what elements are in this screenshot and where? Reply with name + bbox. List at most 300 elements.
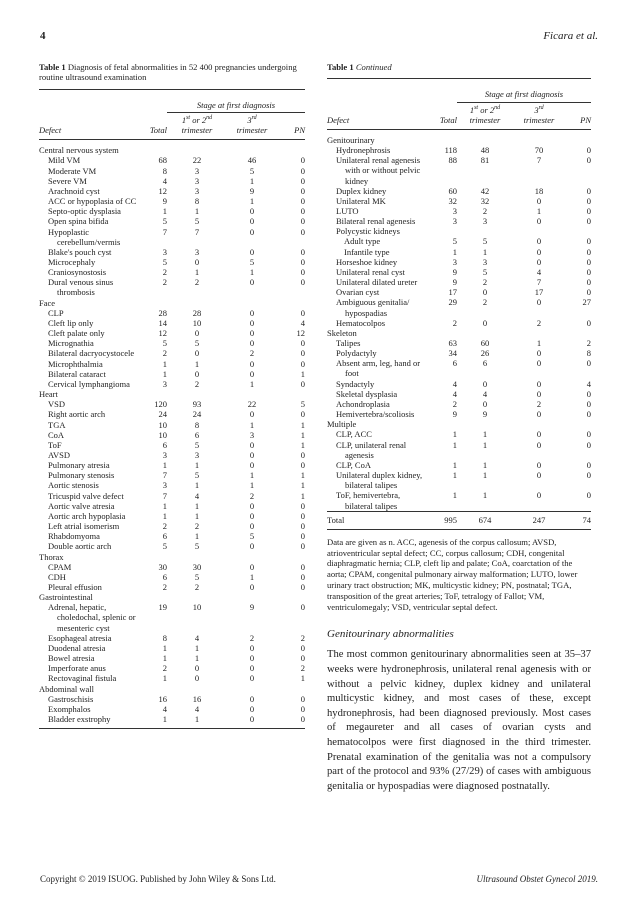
right-column bbox=[327, 62, 591, 794]
first-second-trimester-cell: 0 bbox=[194, 368, 200, 379]
defect-label: Gastroschisis bbox=[48, 693, 94, 704]
pn-cell: 0 bbox=[300, 653, 305, 664]
third-trimester-cell: 1 bbox=[249, 378, 255, 389]
first-second-trimester-cell: 0 bbox=[194, 348, 200, 359]
total-cell: 19 bbox=[158, 602, 167, 613]
table-continued-label: Continued bbox=[355, 62, 392, 72]
first-second-trimester-cell: 674 bbox=[457, 511, 513, 529]
total-cell bbox=[427, 129, 457, 145]
third-trimester-cell: 2 bbox=[536, 398, 542, 409]
defect-label: Pulmonary atresia bbox=[48, 460, 110, 471]
third-trimester-cell: 0 bbox=[249, 673, 255, 684]
pn-cell: 0 bbox=[586, 287, 591, 298]
pn-cell: 0 bbox=[300, 642, 305, 653]
third-trimester-cell: 0 bbox=[249, 703, 255, 714]
total-cell bbox=[139, 684, 167, 694]
first-second-trimester-cell bbox=[167, 140, 227, 156]
third-trimester-cell: 1 bbox=[249, 175, 255, 186]
total-cell bbox=[427, 419, 457, 429]
defect-label: CLP bbox=[48, 307, 64, 318]
total-cell: 2 bbox=[452, 317, 457, 328]
first-second-trimester-cell: 0 bbox=[482, 398, 488, 409]
table-row bbox=[39, 155, 305, 165]
first-second-trimester-cell: 28 bbox=[192, 307, 202, 318]
third-trimester-cell: 0 bbox=[249, 216, 255, 227]
third-trimester-cell: 2 bbox=[249, 632, 255, 643]
table-row bbox=[327, 145, 591, 155]
first-second-trimester-cell: 1 bbox=[482, 439, 488, 450]
third-trimester-cell: 1 bbox=[249, 470, 255, 481]
total-cell: 5 bbox=[162, 257, 167, 267]
third-trimester-cell: 0 bbox=[536, 216, 542, 227]
table-caption-text: Diagnosis of fetal abnormalities in 52 400 pregnancies undergoing routine ultrasound examination bbox=[39, 62, 297, 83]
third-trimester-cell: 0 bbox=[536, 388, 542, 399]
category-row bbox=[327, 328, 591, 338]
third-trimester-cell: 5 bbox=[249, 257, 255, 267]
third-trimester-cell: 0 bbox=[249, 358, 255, 369]
first-second-trimester-cell: 8 bbox=[194, 196, 200, 207]
defect-label: Open spina bifida bbox=[48, 216, 109, 227]
defect-label: Adrenal, hepatic, choledochal, splenic or mesenteric cyst bbox=[48, 602, 136, 633]
pn-cell: 1 bbox=[300, 419, 305, 430]
third-trimester-cell: 0 bbox=[249, 561, 255, 572]
table-row bbox=[39, 450, 305, 460]
first-second-trimester-cell: 2 bbox=[482, 297, 488, 308]
third-trimester-cell: 0 bbox=[536, 256, 542, 267]
third-trimester-cell: 1 bbox=[249, 480, 255, 491]
category-label: Central nervous system bbox=[39, 145, 119, 156]
category-row bbox=[39, 592, 305, 602]
total-cell: 4 bbox=[162, 703, 167, 714]
table-row bbox=[39, 633, 305, 643]
pn-cell: 0 bbox=[586, 490, 591, 501]
defect-label: Duplex kidney bbox=[336, 185, 387, 196]
first-second-trimester-cell: 5 bbox=[194, 216, 200, 227]
first-second-trimester-cell: 5 bbox=[482, 236, 488, 247]
defect-label: CoA bbox=[48, 429, 65, 440]
pn-cell: 0 bbox=[586, 145, 591, 156]
third-trimester-cell bbox=[227, 592, 277, 602]
first-second-trimester-cell: 2 bbox=[194, 378, 200, 389]
defects-table-continued bbox=[327, 78, 591, 529]
third-trimester-cell: 0 bbox=[536, 459, 542, 470]
total-cell: 9 bbox=[452, 277, 457, 288]
table-row bbox=[327, 318, 591, 328]
defect-label: CPAM bbox=[48, 561, 72, 572]
total-cell: 1 bbox=[162, 500, 167, 511]
table-row bbox=[39, 653, 305, 663]
total-cell bbox=[427, 226, 457, 236]
defect-label: Bladder exstrophy bbox=[39, 714, 139, 729]
third-trimester-cell: 17 bbox=[534, 287, 544, 298]
table-row bbox=[327, 267, 591, 277]
column-header-defect: Defect bbox=[327, 102, 427, 129]
first-second-trimester-cell: 9 bbox=[482, 409, 488, 420]
total-cell: 3 bbox=[452, 216, 457, 227]
table-row bbox=[327, 236, 591, 246]
table-row bbox=[327, 379, 591, 389]
table-row bbox=[39, 602, 305, 632]
first-second-trimester-cell: 1 bbox=[194, 642, 200, 653]
table-row bbox=[39, 277, 305, 297]
table-row bbox=[327, 155, 591, 185]
third-trimester-cell: 1 bbox=[249, 267, 255, 278]
defect-label: Microphthalmia bbox=[48, 358, 103, 369]
total-cell: 3 bbox=[452, 256, 457, 267]
first-second-trimester-cell: 4 bbox=[194, 632, 200, 643]
first-second-trimester-cell bbox=[167, 298, 227, 308]
total-cell: 2 bbox=[162, 521, 167, 532]
table-row bbox=[39, 206, 305, 216]
category-label: Thorax bbox=[39, 551, 64, 562]
table-row bbox=[39, 328, 305, 338]
total-cell: 10 bbox=[158, 429, 167, 440]
third-trimester-cell bbox=[227, 140, 277, 156]
first-second-trimester-cell: 32 bbox=[480, 195, 490, 206]
total-cell: 12 bbox=[158, 185, 167, 196]
total-cell: 60 bbox=[448, 185, 457, 196]
defect-label: Bowel atresia bbox=[48, 653, 95, 664]
defect-label: Infantile type bbox=[344, 246, 390, 257]
category-label: Face bbox=[39, 297, 56, 308]
first-second-trimester-cell bbox=[167, 389, 227, 399]
first-second-trimester-cell: 42 bbox=[480, 185, 490, 196]
first-second-trimester-cell bbox=[457, 328, 513, 338]
table-row bbox=[39, 420, 305, 430]
third-trimester-cell: 70 bbox=[534, 145, 544, 156]
table-row bbox=[39, 521, 305, 531]
table-row bbox=[39, 409, 305, 419]
column-header-pn: PN bbox=[565, 102, 591, 129]
total-cell: 1 bbox=[452, 439, 457, 450]
pn-cell bbox=[277, 140, 305, 156]
defect-label: Blake's pouch cyst bbox=[48, 246, 112, 257]
defect-label: ToF bbox=[48, 439, 62, 450]
total-cell: 3 bbox=[162, 246, 167, 257]
total-cell: 5 bbox=[162, 216, 167, 227]
third-trimester-cell: 18 bbox=[534, 185, 544, 196]
defect-label: CDH bbox=[48, 571, 66, 582]
pn-cell: 2 bbox=[300, 632, 305, 643]
total-cell: 14 bbox=[158, 317, 167, 328]
defect-label: Mild VM bbox=[48, 155, 81, 166]
third-trimester-cell: 0 bbox=[536, 246, 542, 257]
category-label: Skeleton bbox=[327, 327, 357, 338]
pn-cell: 8 bbox=[586, 348, 591, 359]
third-trimester-cell bbox=[513, 226, 565, 236]
running-head: Ficara et al. bbox=[543, 30, 598, 42]
pn-cell: 0 bbox=[586, 459, 591, 470]
first-second-trimester-cell: 10 bbox=[192, 317, 202, 328]
total-cell: 120 bbox=[154, 399, 167, 410]
pn-cell: 0 bbox=[586, 277, 591, 288]
third-trimester-cell: 0 bbox=[249, 449, 255, 460]
third-trimester-cell: 0 bbox=[249, 510, 255, 521]
total-cell: 1 bbox=[162, 460, 167, 471]
first-second-trimester-cell: 16 bbox=[192, 693, 202, 704]
pn-cell: 0 bbox=[586, 429, 591, 440]
total-cell: 29 bbox=[448, 297, 457, 308]
pn-cell: 27 bbox=[582, 297, 591, 308]
copyright-footer: Copyright © 2019 ISUOG. Published by John Wiley & Sons Ltd. bbox=[40, 874, 276, 884]
total-cell: 9 bbox=[452, 409, 457, 420]
third-trimester-cell: 0 bbox=[249, 541, 255, 552]
first-second-trimester-cell: 1 bbox=[194, 531, 200, 542]
pn-cell: 0 bbox=[300, 196, 305, 207]
pn-cell: 0 bbox=[586, 256, 591, 267]
third-trimester-cell bbox=[227, 684, 277, 694]
first-second-trimester-cell: 22 bbox=[192, 155, 202, 166]
pn-cell: 0 bbox=[300, 531, 305, 542]
third-trimester-cell: 1 bbox=[249, 196, 255, 207]
page-number: 4 bbox=[40, 30, 46, 42]
pn-cell bbox=[565, 328, 591, 338]
first-second-trimester-cell: 3 bbox=[194, 449, 200, 460]
pn-cell: 4 bbox=[586, 378, 591, 389]
pn-cell: 1 bbox=[300, 673, 305, 684]
first-second-trimester-cell: 4 bbox=[482, 388, 488, 399]
table-row bbox=[39, 348, 305, 358]
first-second-trimester-cell: 93 bbox=[192, 399, 202, 410]
table-row bbox=[327, 216, 591, 226]
category-row bbox=[39, 389, 305, 399]
pn-cell bbox=[565, 226, 591, 236]
first-second-trimester-cell: 26 bbox=[480, 348, 490, 359]
first-second-trimester-cell: 4 bbox=[194, 703, 200, 714]
table-row bbox=[39, 460, 305, 470]
total-cell bbox=[139, 298, 167, 308]
defect-label: CLP, ACC bbox=[336, 429, 372, 440]
column-header-total: Total bbox=[427, 102, 457, 129]
first-second-trimester-cell: 6 bbox=[482, 358, 488, 369]
first-second-trimester-cell: 48 bbox=[480, 145, 490, 156]
first-second-trimester-cell: 0 bbox=[482, 378, 488, 389]
total-cell bbox=[139, 552, 167, 562]
pn-cell: 0 bbox=[586, 155, 591, 166]
defect-label: Bilateral cataract bbox=[48, 368, 106, 379]
table-row bbox=[39, 369, 305, 379]
pn-cell: 0 bbox=[300, 155, 305, 166]
total-cell: 6 bbox=[162, 531, 167, 542]
third-trimester-cell: 0 bbox=[536, 358, 542, 369]
left-column bbox=[39, 62, 305, 729]
table-row bbox=[327, 399, 591, 409]
third-trimester-cell: 1 bbox=[536, 338, 542, 348]
first-second-trimester-cell: 1 bbox=[194, 206, 200, 217]
total-cell: 7 bbox=[162, 470, 167, 481]
pn-cell: 0 bbox=[300, 409, 305, 420]
total-cell bbox=[139, 592, 167, 602]
column-header-third-trimester: 3rd trimester bbox=[227, 112, 277, 139]
third-trimester-cell: 0 bbox=[227, 714, 277, 729]
first-second-trimester-cell: 10 bbox=[192, 602, 202, 613]
third-trimester-cell: 0 bbox=[249, 653, 255, 664]
defect-label: Hemivertebra/scoliosis bbox=[336, 409, 415, 420]
total-cell: 1 bbox=[452, 429, 457, 440]
category-row bbox=[39, 684, 305, 694]
third-trimester-cell: 9 bbox=[249, 602, 255, 613]
total-cell: 3 bbox=[162, 480, 167, 491]
defect-label: Polycystic kidneys bbox=[336, 226, 400, 237]
pn-cell: 0 bbox=[586, 409, 591, 420]
first-second-trimester-cell bbox=[167, 552, 227, 562]
defect-label: Unilateral MK bbox=[336, 195, 386, 206]
table-row bbox=[39, 541, 305, 551]
third-trimester-cell bbox=[227, 298, 277, 308]
defect-label: Adult type bbox=[344, 236, 381, 247]
table-row bbox=[39, 267, 305, 277]
third-trimester-cell: 0 bbox=[249, 338, 255, 349]
first-second-trimester-cell: 0 bbox=[194, 673, 200, 684]
defect-label: Bilateral dacryocystocele bbox=[48, 348, 135, 359]
third-trimester-cell: 0 bbox=[536, 348, 542, 359]
defect-label: Aortic valve atresia bbox=[48, 500, 115, 511]
pn-cell: 4 bbox=[300, 317, 305, 328]
defect-label: ToF, hemivertebra, bilateral talipes bbox=[336, 490, 401, 511]
defect-label: Double aortic arch bbox=[48, 541, 112, 552]
pn-cell bbox=[277, 592, 305, 602]
category-row bbox=[327, 129, 591, 145]
defect-label: Unilateral renal agenesis with or without pelvic kidney bbox=[336, 155, 421, 186]
first-second-trimester-cell: 0 bbox=[194, 663, 200, 674]
table-row bbox=[327, 460, 591, 470]
total-cell: 5 bbox=[162, 338, 167, 349]
defect-label: Bilateral renal agenesis bbox=[336, 216, 416, 227]
table-row bbox=[327, 277, 591, 287]
total-cell: 68 bbox=[158, 155, 167, 166]
column-header-third-trimester: 3rd trimester bbox=[513, 102, 565, 129]
category-label: Heart bbox=[39, 389, 58, 400]
stage-header: Stage at first diagnosis bbox=[167, 90, 305, 113]
first-second-trimester-cell bbox=[167, 684, 227, 694]
table-row bbox=[39, 196, 305, 206]
first-second-trimester-cell: 5 bbox=[194, 470, 200, 481]
defect-label: ACC or hypoplasia of CC bbox=[48, 196, 137, 207]
third-trimester-cell: 46 bbox=[247, 155, 257, 166]
table-label: Table 1 bbox=[327, 62, 354, 72]
total-cell bbox=[139, 389, 167, 399]
third-trimester-cell: 0 bbox=[249, 307, 255, 318]
first-second-trimester-cell: 5 bbox=[194, 571, 200, 582]
defect-label: Talipes bbox=[336, 338, 361, 348]
third-trimester-cell: 0 bbox=[249, 246, 255, 257]
third-trimester-cell: 0 bbox=[249, 206, 255, 217]
pn-cell: 0 bbox=[300, 703, 305, 714]
defect-label: TGA bbox=[48, 419, 66, 430]
defect-label: VSD bbox=[48, 399, 66, 410]
defect-label: Duodenal atresia bbox=[48, 642, 106, 653]
pn-cell bbox=[277, 298, 305, 308]
pn-cell: 0 bbox=[300, 460, 305, 471]
pn-cell bbox=[277, 684, 305, 694]
total-cell: 1 bbox=[139, 714, 167, 729]
total-cell: 4 bbox=[452, 388, 457, 399]
total-cell: 7 bbox=[162, 226, 167, 237]
table-row bbox=[39, 572, 305, 582]
first-second-trimester-cell: 5 bbox=[194, 338, 200, 349]
pn-cell: 0 bbox=[300, 307, 305, 318]
pn-cell: 0 bbox=[300, 277, 305, 288]
total-cell: 2 bbox=[162, 277, 167, 288]
third-trimester-cell: 0 bbox=[249, 317, 255, 328]
category-row bbox=[39, 140, 305, 156]
defect-label: Exomphalos bbox=[48, 703, 91, 714]
total-cell: 2 bbox=[162, 267, 167, 278]
first-second-trimester-cell bbox=[457, 226, 513, 236]
total-cell: 4 bbox=[452, 378, 457, 389]
total-cell bbox=[139, 140, 167, 156]
first-second-trimester-cell: 24 bbox=[192, 409, 202, 420]
table-row bbox=[39, 663, 305, 673]
table-row bbox=[39, 704, 305, 714]
pn-cell: 0 bbox=[300, 449, 305, 460]
defect-label: Tricuspid valve defect bbox=[48, 490, 124, 501]
first-second-trimester-cell: 3 bbox=[194, 246, 200, 257]
defect-label: Micrognathia bbox=[48, 338, 94, 349]
table-row bbox=[327, 297, 591, 317]
defect-label: Pleural effusion bbox=[48, 582, 102, 592]
pn-cell: 0 bbox=[586, 205, 591, 216]
table-row bbox=[39, 643, 305, 653]
defect-label: Ovarian cyst bbox=[336, 287, 380, 298]
total-cell: 2 bbox=[452, 398, 457, 409]
third-trimester-cell: 247 bbox=[513, 511, 565, 529]
total-cell: 63 bbox=[448, 338, 457, 348]
third-trimester-cell: 4 bbox=[536, 266, 542, 277]
pn-cell: 0 bbox=[586, 195, 591, 206]
third-trimester-cell bbox=[227, 389, 277, 399]
third-trimester-cell: 7 bbox=[536, 155, 542, 166]
table-row bbox=[39, 318, 305, 328]
table-row bbox=[327, 470, 591, 490]
category-row bbox=[39, 298, 305, 308]
table-row bbox=[327, 409, 591, 419]
third-trimester-cell bbox=[513, 129, 565, 145]
first-second-trimester-cell: 1 bbox=[194, 358, 200, 369]
journal-footer: Ultrasound Obstet Gynecol 2019. bbox=[476, 874, 598, 884]
defect-label: Syndactyly bbox=[336, 378, 375, 389]
defects-table-continued-body bbox=[327, 129, 591, 529]
total-cell: 9 bbox=[162, 196, 167, 207]
table-row bbox=[39, 480, 305, 490]
first-second-trimester-cell: 5 bbox=[194, 439, 200, 450]
first-second-trimester-cell: 1 bbox=[167, 714, 227, 729]
total-cell: 1 bbox=[452, 470, 457, 481]
pn-cell: 0 bbox=[586, 470, 591, 481]
pn-cell: 0 bbox=[586, 317, 591, 328]
pn-cell: 0 bbox=[300, 358, 305, 369]
defect-label: Rhabdomyoma bbox=[48, 531, 100, 542]
pn-cell: 0 bbox=[300, 267, 305, 278]
first-second-trimester-cell: 1 bbox=[194, 500, 200, 511]
total-cell: 30 bbox=[158, 561, 167, 572]
total-cell: 1 bbox=[162, 642, 167, 653]
total-cell: 1 bbox=[452, 246, 457, 257]
pn-cell: 0 bbox=[586, 246, 591, 257]
defect-label: Cleft lip only bbox=[48, 317, 94, 328]
pn-cell: 0 bbox=[586, 266, 591, 277]
first-second-trimester-cell: 81 bbox=[480, 155, 490, 166]
total-cell: 2 bbox=[162, 348, 167, 359]
total-cell: 10 bbox=[158, 419, 167, 430]
pn-cell: 2 bbox=[300, 663, 305, 674]
first-second-trimester-cell: 60 bbox=[480, 338, 490, 348]
defect-label: LUTO bbox=[336, 205, 359, 216]
pn-cell bbox=[277, 552, 305, 562]
table-row bbox=[327, 348, 591, 358]
first-second-trimester-cell: 1 bbox=[194, 460, 200, 471]
total-cell: 1 bbox=[452, 459, 457, 470]
